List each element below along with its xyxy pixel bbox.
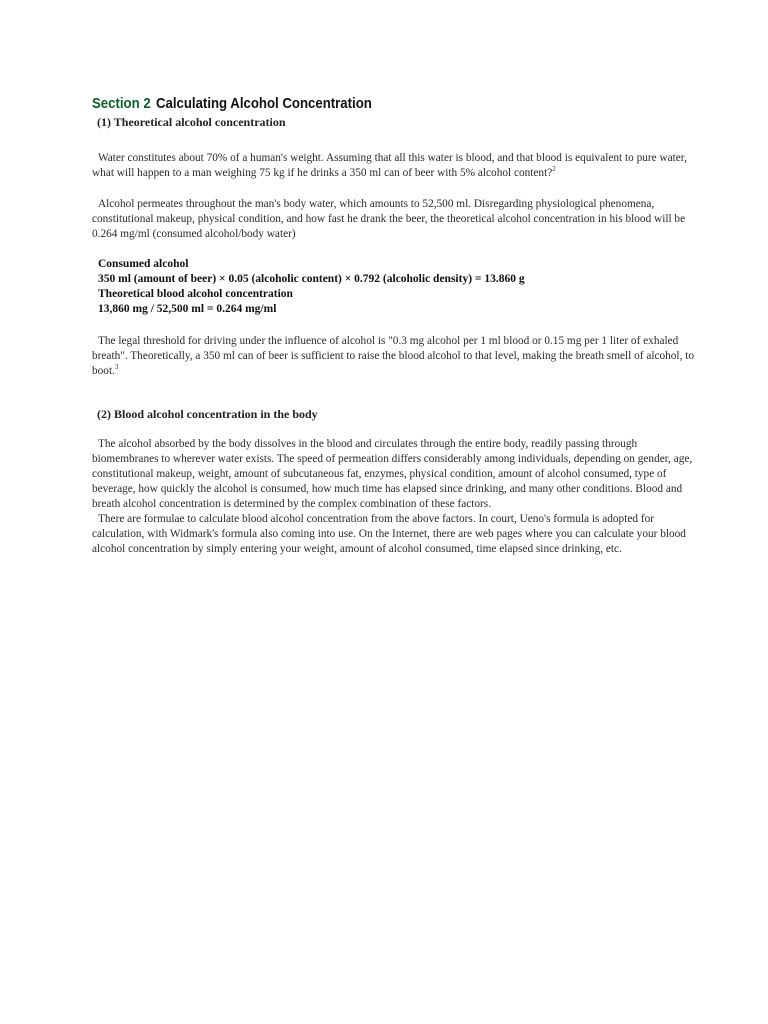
section-heading [92,94,625,114]
document-body [92,94,698,557]
calculation-block [92,257,698,317]
subsection-heading-2: (2) Blood alcohol concentration in the body [97,407,318,421]
paragraph-water-content [92,151,698,181]
calc-line-theoretical-bac-label: Theoretical blood alcohol concentration [98,288,293,300]
calc-line-consumed-alcohol-formula: 350 ml (amount of beer) × 0.05 (alcoholic content) × 0.792 (alcoholic density) = 13.860 g [98,273,525,285]
section-number: Section 2 [92,95,151,112]
footnote-marker: 2 [552,165,556,174]
section-title: Calculating Alcohol Concentration [155,95,372,112]
paragraph-formulae: There are formulae to calculate blood alcohol concentration from the above factors. In court, Ueno's formula is adopted for calculation, with Widmark's formula also coming into use. On the Internet, there are web pages where you can calculate your blood alcohol concentration by simply entering your weight, amount of alcohol consumed, time elapsed since drinking, etc. [92,513,686,555]
calc-line-consumed-alcohol-label: Consumed alcohol [98,258,189,270]
paragraph-absorption: The alcohol absorbed by the body dissolves in the blood and circulates through the entire body, readily passing through biomembranes to wherever water exists. The speed of permeation differs considerably among individuals, depending on gender, age, constitutional makeup, weight, amount of subcutaneous fat, enzymes, physical condition, amount of alcohol consumed, type of beverage, how quickly the alcohol is consumed, how much time has elapsed since drinking, and many other conditions. Blood and breath alcohol concentration is determined by the complex combination of these factors. [92,438,693,510]
calc-line-theoretical-bac-formula: 13,860 mg / 52,500 ml = 0.264 mg/ml [98,303,277,315]
paragraph-alcohol-permeation: Alcohol permeates throughout the man's body water, which amounts to 52,500 ml. Disregarding physiological phenomena, constitutional makeup, physical condition, and how fast he drank the beer, the theoretical alcohol concentration in his blood will be 0.264 mg/ml (consumed alcohol/body water) [92,198,686,240]
paragraph-legal-threshold [92,334,698,379]
paragraph-text: Water constitutes about 70% of a human's weight. Assuming that all this water is blood, and that blood is equivalent to pure water, what will happen to a man weighing 75 kg if he drinks a 350 ml can of beer with 5% alcohol content? [92,152,687,179]
footnote-marker: 3 [114,363,119,372]
subsection-heading-1: (1) Theoretical alcohol concentration [97,115,286,129]
paragraph-text: The legal threshold for driving under the influence of alcohol is "0.3 mg alcohol per 1 ml blood or 0.15 mg per 1 liter of exhaled breath". Theoretically, a 350 ml can of beer is sufficient to raise the blood alcohol to that level, making the breath smell of alcohol, to boot. [92,335,695,377]
